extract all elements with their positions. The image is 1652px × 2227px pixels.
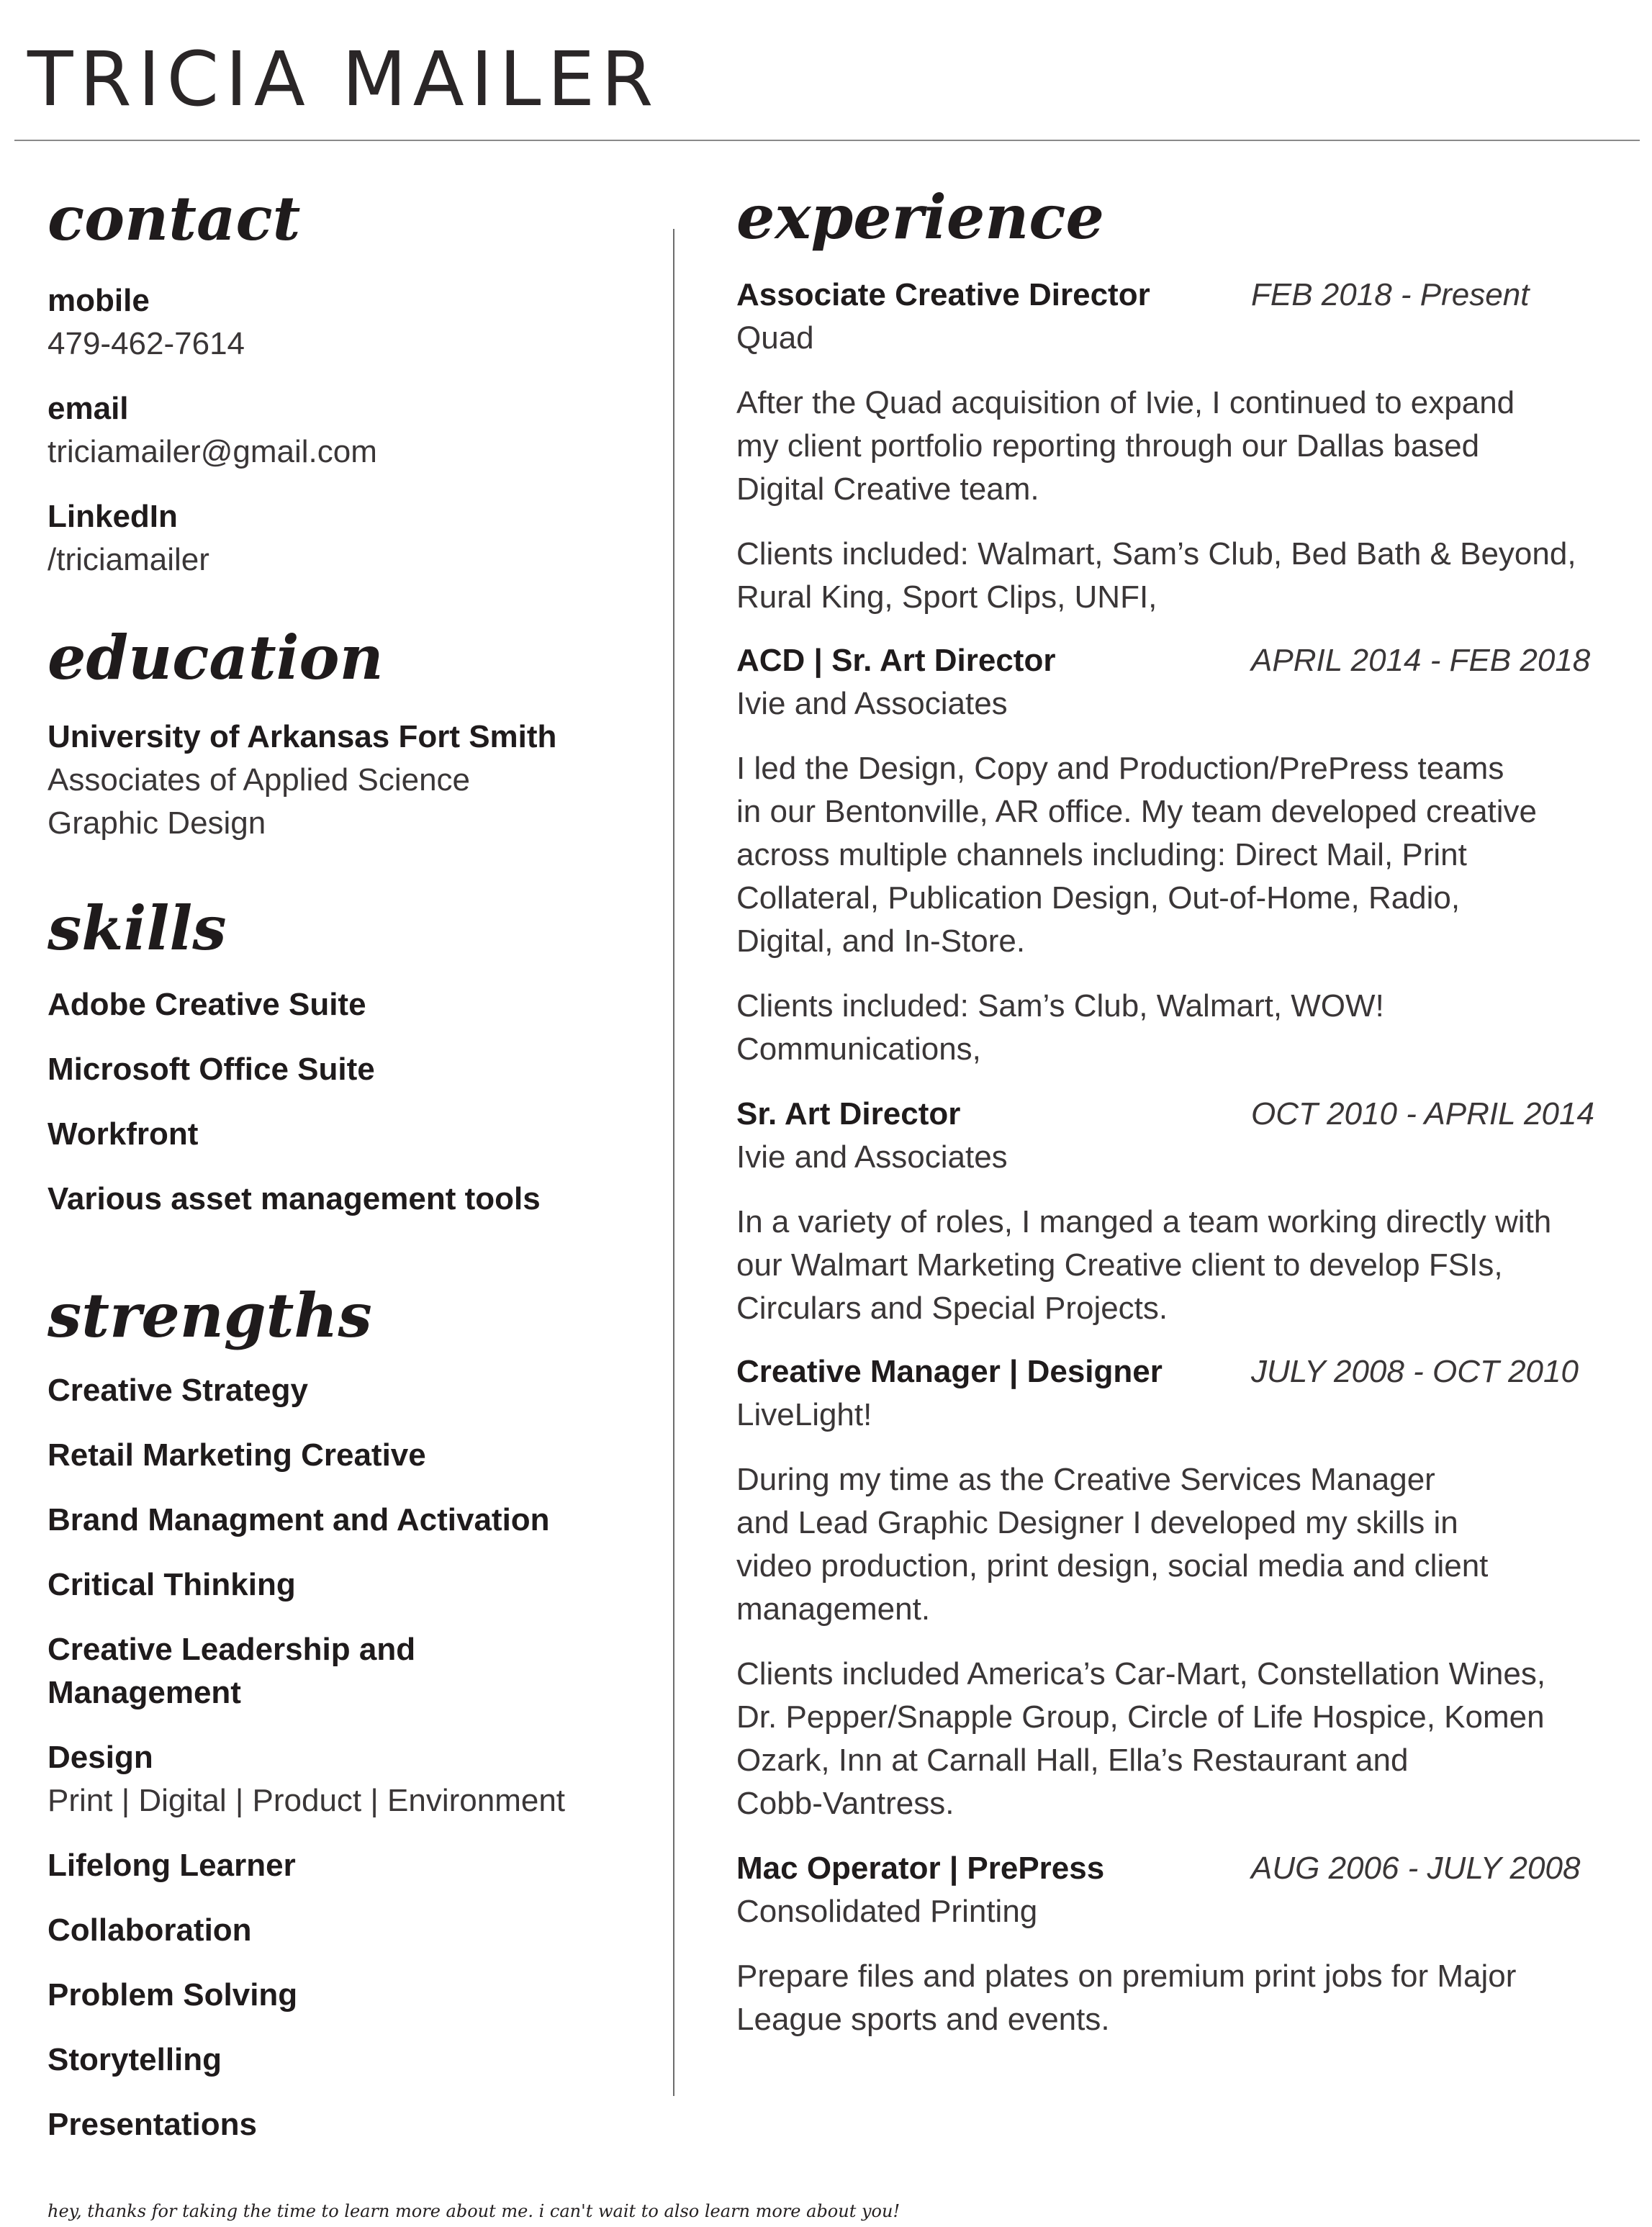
contact-linkedin <box>48 495 645 582</box>
experience-heading: experience <box>736 181 1104 253</box>
job-description: During my time as the Creative Services Manager and Lead Graphic Designer I developed my skills in video production, print design, social media and client management. <box>736 1462 1489 1627</box>
job-entry <box>736 274 1636 619</box>
job-company: Ivie and Associates <box>736 1139 1008 1175</box>
contact-heading: contact <box>48 183 301 254</box>
strength-item: Problem Solving <box>48 1977 298 2013</box>
job-title: Associate Creative Director <box>736 277 1150 312</box>
job-dates: FEB 2018 - Present <box>1251 277 1530 312</box>
strength-item: Collaboration <box>48 1912 252 1948</box>
strength-item: Critical Thinking <box>48 1567 296 1602</box>
job-description: In a variety of roles, I manged a team working directly with our Walmart Marketing Creative client to develop FSIs, Circulars and Special Projects. <box>736 1204 1552 1326</box>
contact-mobile <box>48 279 645 366</box>
job-dates: JULY 2008 - OCT 2010 <box>1251 1354 1579 1389</box>
education-school: University of Arkansas Fort Smith <box>48 719 557 754</box>
strength-detail: Print | Digital | Product | Environment <box>48 1783 566 1818</box>
strength-item: Brand Managment and Activation <box>48 1502 550 1537</box>
job-title: Mac Operator | PrePress <box>736 1851 1105 1886</box>
job-entry <box>736 1093 1636 1330</box>
job-clients: Clients included: Walmart, Sam’s Club, Bed Bath & Beyond, Rural King, Sport Clips, UNFI, <box>736 536 1576 615</box>
job-entry <box>736 1847 1636 2041</box>
job-company: Consolidated Printing <box>736 1894 1038 1929</box>
column-divider <box>673 229 674 2096</box>
strength-item: Management <box>48 1675 241 1710</box>
education-heading: education <box>48 622 384 693</box>
job-company: Ivie and Associates <box>736 686 1008 721</box>
mobile-label: mobile <box>48 283 150 318</box>
job-clients: Clients included: Sam’s Club, Walmart, WOW! Communications, <box>736 988 1384 1067</box>
strength-item: Storytelling <box>48 2042 222 2077</box>
job-entry <box>736 639 1636 1071</box>
strength-item: Retail Marketing Creative <box>48 1437 426 1473</box>
linkedin-value: /triciamailer <box>48 542 209 577</box>
strengths-heading: strengths <box>48 1280 372 1351</box>
skill-item: Workfront <box>48 1116 199 1152</box>
strength-item: Creative Strategy <box>48 1373 308 1408</box>
header-divider <box>14 140 1640 141</box>
email-value: triciamailer@gmail.com <box>48 434 377 469</box>
job-description: After the Quad acquisition of Ivie, I continued to expand my client portfolio reporting through our Dallas based Digital Creative team. <box>736 385 1515 507</box>
skill-item: Various asset management tools <box>48 1181 541 1216</box>
job-clients: Clients included America’s Car-Mart, Constellation Wines, Dr. Pepper/Snapple Group, Circle of Life Hospice, Komen Ozark, Inn at Carnall Hall, Ella’s Restaurant and Cobb-Vantress. <box>736 1656 1546 1821</box>
job-company: Quad <box>736 320 814 356</box>
strength-item: Creative Leadership and <box>48 1632 416 1667</box>
job-company: LiveLight! <box>736 1397 872 1432</box>
job-description: Prepare files and plates on premium print jobs for Major League sports and events. <box>736 1959 1517 2037</box>
job-description: I led the Design, Copy and Production/PrePress teams in our Bentonville, AR office. My team developed creative across multiple channels including: Direct Mail, Print Collateral, Publication Design, Out-of-Home, Radio, Digital, and In-Store. <box>736 751 1538 959</box>
mobile-value: 479-462-7614 <box>48 326 245 361</box>
strength-item: Lifelong Learner <box>48 1848 296 1883</box>
education-entry <box>48 715 645 845</box>
skill-item: Microsoft Office Suite <box>48 1052 375 1087</box>
skills-heading: skills <box>48 893 227 964</box>
education-major: Graphic Design <box>48 805 266 841</box>
linkedin-label: LinkedIn <box>48 499 178 534</box>
skill-item: Adobe Creative Suite <box>48 987 366 1022</box>
job-dates: APRIL 2014 - FEB 2018 <box>1251 643 1591 678</box>
contact-email <box>48 387 645 474</box>
job-title: ACD | Sr. Art Director <box>736 643 1056 678</box>
education-degree: Associates of Applied Science <box>48 762 471 798</box>
strength-item: Presentations <box>48 2107 257 2142</box>
job-title: Sr. Art Director <box>736 1096 961 1131</box>
job-dates: OCT 2010 - APRIL 2014 <box>1251 1096 1594 1131</box>
footer-note: hey, thanks for taking the time to learn more about me. i can't wait to also learn more about you! <box>48 2201 901 2221</box>
email-label: email <box>48 391 129 426</box>
job-title: Creative Manager | Designer <box>736 1354 1163 1389</box>
job-dates: AUG 2006 - JULY 2008 <box>1251 1851 1581 1886</box>
job-entry <box>736 1350 1636 1825</box>
strength-item: Design <box>48 1740 153 1775</box>
resume-name: TRICIA MAILER <box>27 35 660 123</box>
